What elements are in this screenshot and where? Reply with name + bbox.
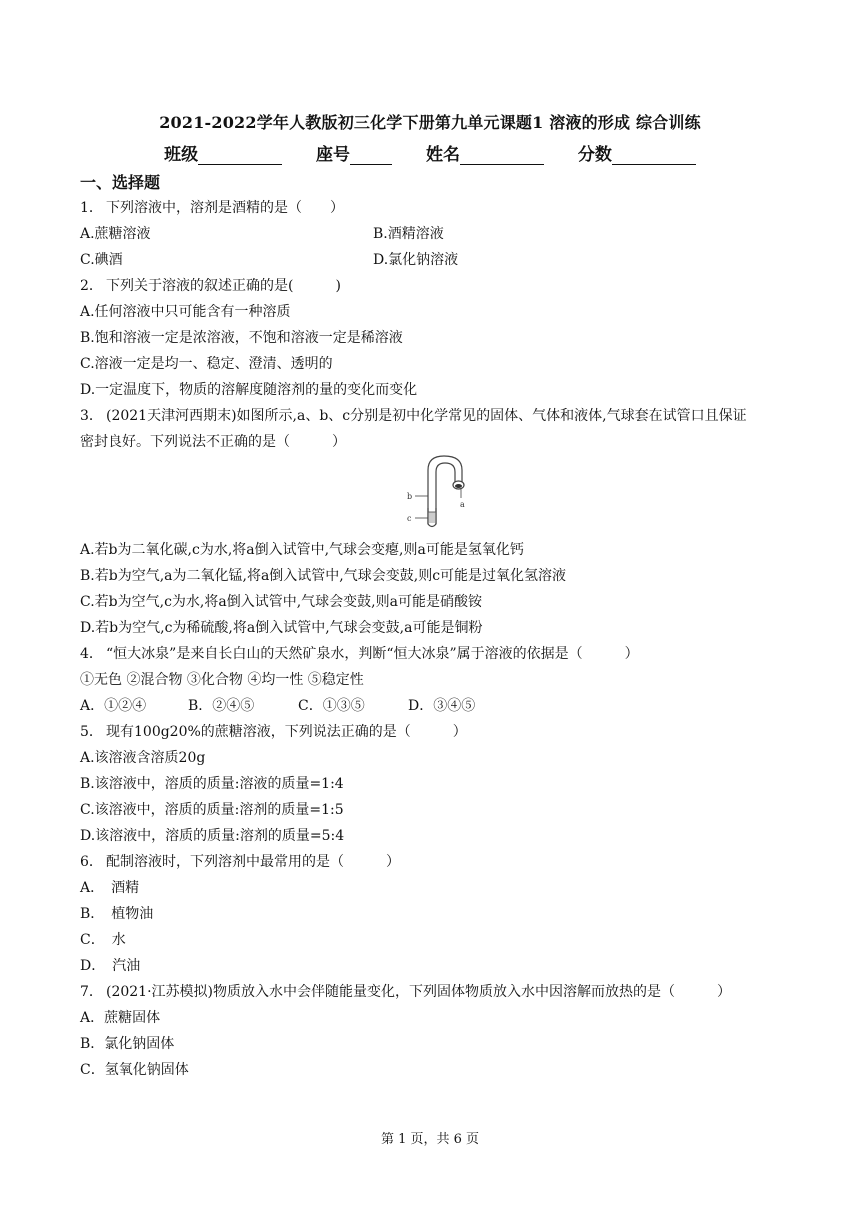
name-label: 姓名 [425,145,460,165]
label-c: c [407,514,412,523]
question-text: (2021·江苏模拟)物质放入水中会伴随能量变化，下列固体物质放入水中因溶解而放热的是（ ） [106,984,732,1000]
score-blank[interactable] [612,146,696,165]
question-text: 下列关于溶液的叙述正确的是( ) [106,278,341,294]
label-a: a [460,500,465,509]
question-1-options-row-2 [80,250,459,270]
balloon-inner-outline [436,463,455,524]
question-7-option-b[interactable]: B．氯化钠固体 [80,1036,175,1052]
question-3-option-a[interactable]: A.若b为二氧化碳,c为水,将a倒入试管中,气球会变瘪,则a可能是氢氧化钙 [80,542,524,558]
question-5-option-c[interactable]: C.该溶液中，溶质的质量:溶剂的质量=1:5 [80,802,344,818]
solid-a-mark [455,484,462,488]
question-5-stem [80,722,467,742]
question-3-option-b[interactable]: B.若b为空气,a为二氧化锰,将a倒入试管中,气球会变鼓,则c可能是过氧化氢溶液 [80,568,567,584]
question-2-option-c[interactable]: C.溶液一定是均一、稳定、澄清、透明的 [80,356,333,372]
question-6-option-b[interactable]: B． 植物油 [80,906,154,922]
section-title: 一、选择题 [80,173,161,192]
label-b: b [407,492,413,501]
test-tube-balloon-figure [406,452,478,530]
question-text: 下列溶液中，溶剂是酒精的是（ ） [106,200,344,216]
question-7-option-a[interactable]: A．蔗糖固体 [80,1010,161,1026]
question-6-option-a[interactable]: A． 酒精 [80,880,140,896]
class-label: 班级 [164,145,199,165]
seat-label: 座号 [316,145,351,165]
question-4-stem [80,644,639,664]
question-2-stem [80,276,341,296]
score-label: 分数 [577,145,612,165]
question-6-option-c[interactable]: C． 水 [80,932,126,948]
question-text: (2021天津河西期末)如图所示,a、b、c分别是初中化学常见的固体、气体和液体,气球套在试管口且保证 [106,408,747,424]
question-text: “恒大冰泉”是来自长白山的天然矿泉水，判断“恒大冰泉”属于溶液的依据是（ ） [106,646,639,662]
name-field[interactable] [426,140,544,165]
question-1-stem [80,198,344,218]
question-4-statements: ①无色 ②混合物 ③化合物 ④均一性 ⑤稳定性 [80,672,364,688]
option-c[interactable]: C．①③⑤ [298,698,365,714]
question-number: 2． [80,278,103,294]
option-c[interactable]: C.碘酒 [80,252,123,268]
question-7-stem [80,982,731,1002]
question-number: 4． [80,646,103,662]
score-field[interactable] [578,140,696,165]
question-2-option-a[interactable]: A.任何溶液中只可能含有一种溶质 [80,304,291,320]
option-b[interactable]: B.酒精溶液 [373,226,444,242]
question-2-option-b[interactable]: B.饱和溶液一定是浓溶液，不饱和溶液一定是稀溶液 [80,330,403,346]
question-text: 现有100g20%的蔗糖溶液，下列说法正确的是（ ） [106,724,467,740]
question-number: 6． [80,854,103,870]
question-6-option-d[interactable]: D． 汽油 [80,958,141,974]
seat-field[interactable] [316,140,392,165]
question-number: 1． [80,200,103,216]
question-1-options-row-1 [80,224,444,244]
question-7-option-c[interactable]: C．氢氧化钠固体 [80,1062,189,1078]
question-number: 3． [80,408,103,424]
class-blank[interactable] [198,146,282,165]
question-number: 7． [80,984,103,1000]
class-field[interactable] [164,140,282,165]
document-title: 2021-2022学年人教版初三化学下册第九单元课题1 溶液的形成 综合训练 [159,113,701,132]
question-number: 5． [80,724,103,740]
option-a[interactable]: A．①②④ [80,698,147,714]
student-info-row [0,140,860,165]
question-5-option-b[interactable]: B.该溶液中，溶质的质量:溶液的质量=1:4 [80,776,344,792]
option-d[interactable]: D．③④⑤ [408,698,476,714]
option-b[interactable]: B．②④⑤ [188,698,255,714]
page-footer: 第 1 页，共 6 页 [380,1132,480,1147]
question-5-option-a[interactable]: A.该溶液含溶质20g [80,750,206,766]
question-3-stem-continued: 密封良好。下列说法不正确的是（ ） [80,434,346,450]
option-a[interactable]: A.蔗糖溶液 [80,226,151,242]
seat-blank[interactable] [350,146,392,165]
question-3-stem [80,406,747,426]
question-3-option-d[interactable]: D.若b为空气,c为稀硫酸,将a倒入试管中,气球会变鼓,a可能是铜粉 [80,620,483,636]
question-6-stem [80,852,400,872]
option-d[interactable]: D.氯化钠溶液 [373,252,459,268]
question-2-option-d[interactable]: D.一定温度下，物质的溶解度随溶剂的量的变化而变化 [80,382,418,398]
liquid-c-fill [429,512,436,523]
name-blank[interactable] [460,146,544,165]
question-text: 配制溶液时，下列溶剂中最常用的是（ ） [106,854,400,870]
question-3-option-c[interactable]: C.若b为空气,c为水,将a倒入试管中,气球会变鼓,则a可能是硝酸铵 [80,594,482,610]
question-4-options [80,696,476,716]
question-5-option-d[interactable]: D.该溶液中，溶质的质量:溶剂的质量=5:4 [80,828,345,844]
